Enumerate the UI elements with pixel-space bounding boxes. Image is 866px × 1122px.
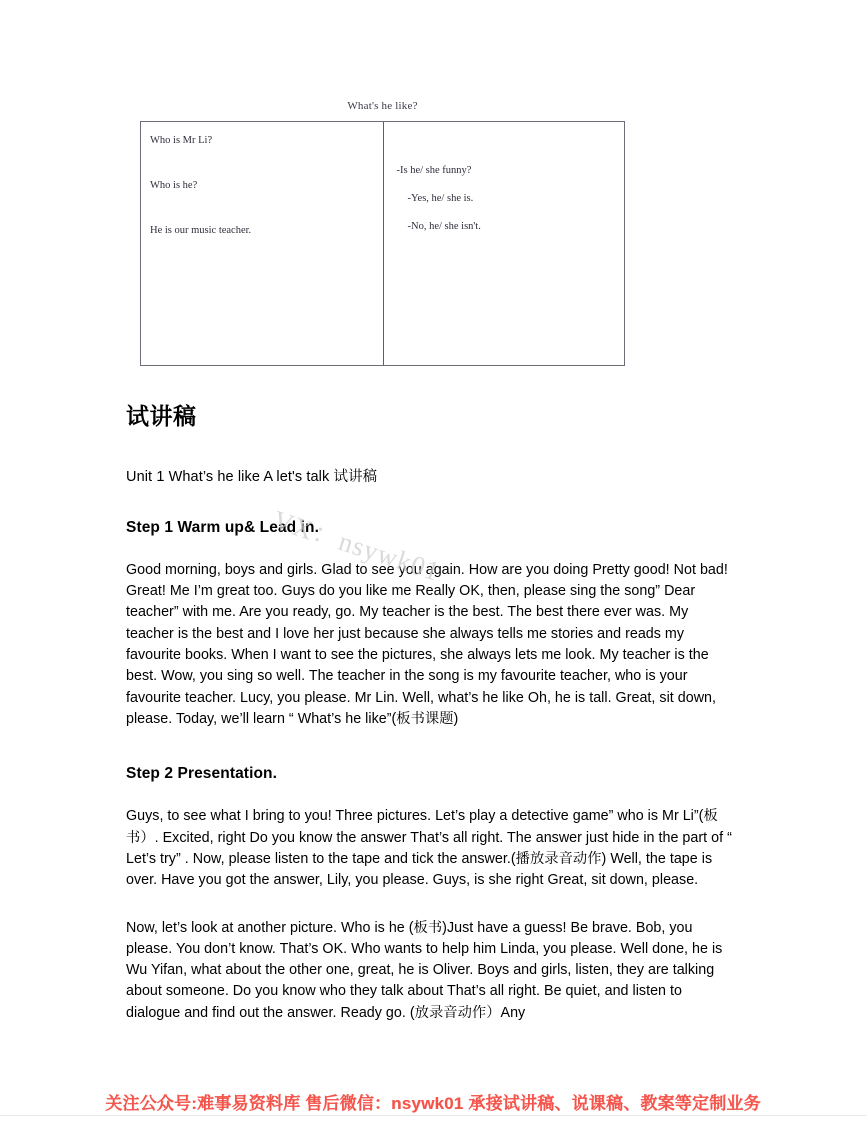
figure-title: What's he like? [347,100,418,112]
figure-line-who-is-he: Who is he? [150,180,198,192]
document-subtitle: Unit 1 What’s he like A let's talk 试讲稿 [126,469,378,486]
scanned-table-figure [140,100,625,366]
footer-divider [0,1115,866,1116]
figure-line-no-answer: -No, he/ she isn't. [407,221,481,233]
section-paragraph-step-1-1: Good morning, boys and girls. Glad to see you again. How are you doing Pretty good! Not bad! Great! Me I’m great too. Guys do you like me Really OK, then, please sing the song” Dear teacher” with me. Are you ready, go. My teacher is the best. The best there ever was. My teacher is the best and I love her just because she always tells me stories and reads my favourite books. When I want to see the pictures, she always lets me look. My teacher is the best. Wow, you sing so well. The teacher in the song is my favourite teacher, who is your favourite teacher. Lucy, you please. Mr Lin. Well, what’s he like Oh, he is tall. Great, sit down, please. Today, we’ll learn “ What’s he like”(板书课题) [126,561,728,727]
figure-line-who-is-mr-li: Who is Mr Li? [150,135,213,146]
section-heading-step-2: Step 2 Presentation. [126,765,278,783]
figure-line-he-is-our-music-teacher: He is our music teacher. [150,225,252,237]
section-paragraph-step-2-1: Guys, to see what I bring to you! Three pictures. Let’s play a detective game” who is Mr Li”(板书）. Excited, right Do you know the answer That’s all right. The answer just hide in the part of “ Let’s try” . Now, please listen to the tape and tick the answer.(播放录音动作) Well, the tape is over. Have you got the answer, Lily, you please. Guys, is she right Great, sit down, please. [126,808,732,889]
footer-banner [0,1088,866,1114]
figure-table-cell-left [141,122,383,365]
section-heading-step-1: Step 1 Warm up& Lead in. [126,518,320,536]
page-title: 试讲稿 [126,403,197,429]
figure-table [140,121,625,366]
figure-line-is-he-she-funny: -Is he/ she funny? [396,165,472,176]
section-paragraph-step-2-2: Now, let’s look at another picture. Who is he (板书)Just have a guess! Be brave. Bob, you please. You don’t know. That’s OK. Who wants to help him Linda, you please. Well done, he is Wu Yifan, what about the other one, great, he is Oliver. Boys and girls, listen, they are talking about someone. Do you know who they talk about That’s all right. Be quiet, and listen to dialogue and find out the answer. Ready go. (放录音动作）Any [126,919,723,1021]
footer-promo-text: 关注公众号:难事易资料库 售后微信：nsywk01 承接试讲稿、说课稿、教案等定制业务 [105,1093,761,1113]
watermark-text: VX：nsywk01 [269,504,444,587]
figure-table-cell-right [383,122,625,365]
figure-line-yes-answer: -Yes, he/ she is. [407,193,474,205]
document-content [126,403,740,1024]
